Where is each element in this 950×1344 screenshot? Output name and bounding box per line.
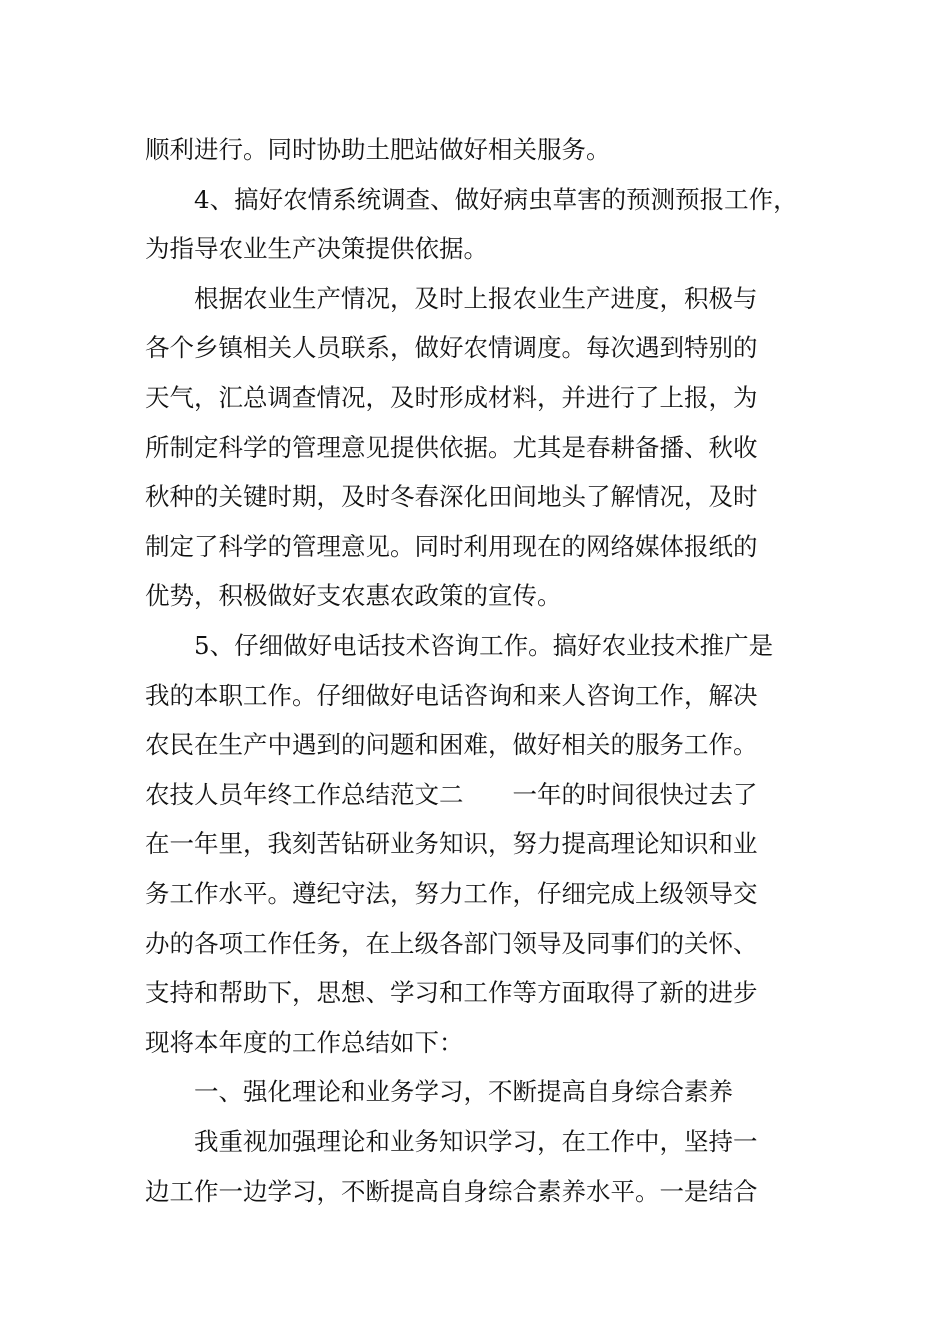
text-line: 支持和帮助下，思想、学习和工作等方面取得了新的进步 [145, 978, 758, 1007]
text-line: 5、仔细做好电话技术咨询工作。搞好农业技术推广是 [194, 631, 774, 660]
text-line: 优势，积极做好支农惠农政策的宣传。 [145, 581, 562, 610]
text-line: 现将本年度的工作总结如下： [145, 1028, 464, 1057]
text-line: 农民在生产中遇到的问题和困难，做好相关的服务工作。 [145, 730, 758, 759]
text-line: 天气，汇总调查情况，及时形成材料，并进行了上报，为 [145, 383, 758, 412]
text-line: 我的本职工作。仔细做好电话咨询和来人咨询工作，解决 [145, 681, 758, 710]
subheading-line: 一、强化理论和业务学习，不断提高自身综合素养 [194, 1077, 733, 1106]
text-line: 根据农业生产情况，及时上报农业生产进度，积极与 [194, 284, 758, 313]
text-line: 所制定科学的管理意见提供依据。尤其是春耕备播、秋收 [145, 433, 758, 462]
text-line: 顺利进行。同时协助土肥站做好相关服务。 [145, 135, 611, 164]
text-line: 制定了科学的管理意见。同时利用现在的网络媒体报纸的 [145, 532, 758, 561]
text-line: 边工作一边学习，不断提高自身综合素养水平。一是结合 [145, 1177, 758, 1206]
text-line: 办的各项工作任务，在上级各部门领导及同事们的关怀、 [145, 929, 758, 958]
text-line: 务工作水平。遵纪守法，努力工作，仔细完成上级领导交 [145, 879, 758, 908]
section-heading-line: 农技人员年终工作总结范文二 一年的时间很快过去了 [145, 780, 758, 809]
text-line: 我重视加强理论和业务知识学习，在工作中，坚持一 [194, 1127, 758, 1156]
text-line: 为指导农业生产决策提供依据。 [145, 234, 488, 263]
text-line: 秋种的关键时期，及时冬春深化田间地头了解情况，及时 [145, 482, 758, 511]
text-line: 在一年里，我刻苦钻研业务知识，努力提高理论知识和业 [145, 829, 758, 858]
text-line: 各个乡镇相关人员联系，做好农情调度。每次遇到特别的 [145, 333, 758, 362]
text-line: 4、搞好农情系统调查、做好病虫草害的预测预报工作， [194, 185, 798, 214]
